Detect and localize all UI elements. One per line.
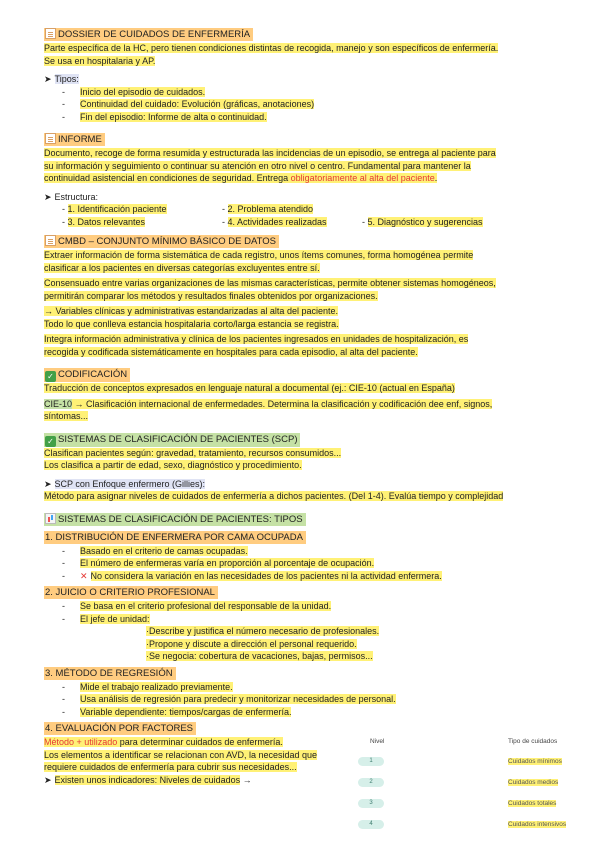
list-item: - El número de enfermeras varía en proporción al porcentaje de ocupación. <box>44 557 600 570</box>
list-item: - Fin del episodio: Informe de alta o continuidad. <box>44 111 600 124</box>
paragraph: permitirán comparar los métodos y resultados finales obtenidos por organizaciones. <box>44 290 378 301</box>
table-header: Nivel Tipo de cuidados <box>370 738 558 745</box>
paragraph: Consensuado entre varias organizaciones de las mismas características, permite obtener sistemas homogéneos, <box>44 278 496 288</box>
arrow-icon: ➤ <box>44 74 52 84</box>
subheading: 2. JUICIO O CRITERIO PROFESIONAL <box>44 586 218 599</box>
paragraph: Traducción de conceptos expresados en lenguaje natural a documental (ej.: CIE-10 (actual en España) <box>44 383 455 393</box>
table-row: 1 Cuidados mínimos <box>346 751 586 772</box>
list-item: - Basado en el criterio de camas ocupadas. <box>44 545 600 558</box>
document-icon <box>45 133 56 144</box>
paragraph: recogida y codificada sistemáticamente en hospitales para cada episodio, al alta del paciente. <box>44 346 418 357</box>
arrow-icon: ➤ <box>44 774 52 785</box>
paragraph: Método para asignar niveles de cuidados de enfermería a dichos pacientes. (Del 1-4). Evalúa tiempo y complejidad <box>44 491 504 501</box>
estructura-row: - 3. Datos relevantes - 4. Actividades realizadas - 5. Diagnóstico y sugerencias <box>62 216 483 227</box>
subheading: 1. DISTRIBUCIÓN DE ENFERMERA POR CAMA OCUPADA <box>44 531 306 544</box>
table-row: 4 Cuidados intensivos <box>346 814 586 835</box>
estructura-row: - 1. Identificación paciente - 2. Problema atendido <box>62 204 314 214</box>
list-item: - Se basa en el criterio profesional del responsable de la unidad. <box>44 600 600 613</box>
table-row: 2 Cuidados medios <box>346 772 586 793</box>
estructura-label: ➤ Estructura: <box>44 191 99 202</box>
list-item: - Mide el trabajo realizado previamente. <box>44 681 600 694</box>
section-codificacion-title: ✓ CODIFICACIÓN <box>44 368 130 382</box>
list-item: - ✕ No considera la variación en las necesidades de los pacientes ni la actividad enfermera. <box>44 570 600 583</box>
paragraph: Los clasifica a partir de edad, sexo, diagnóstico y procedimiento. <box>44 460 302 470</box>
paragraph: Se usa en hospitalaria y AP. <box>44 55 156 66</box>
table-row: 3 Cuidados totales <box>346 793 586 814</box>
list <box>44 681 600 719</box>
check-icon: ✓ <box>45 371 56 382</box>
paragraph: Integra información administrativa y clínica de los pacientes ingresados en unidades de hospitalización, es <box>44 334 469 344</box>
list-item: - Usa análisis de regresión para predecir y monitorizar necesidades de personal. <box>44 693 600 706</box>
subheading: 4. EVALUACIÓN POR FACTORES <box>44 722 196 735</box>
section-informe-title: INFORME <box>44 133 105 146</box>
list-item: - Variable dependiente: tiempos/cargas de enfermería. <box>44 706 600 719</box>
list-item: - Continuidad del cuidado: Evolución (gráficas, anotaciones) <box>44 98 600 111</box>
sub-item: ·Propone y discute a dirección el personal requerido. <box>146 638 357 649</box>
document-icon <box>45 28 56 39</box>
list-item: - Inicio del episodio de cuidados. <box>44 86 600 99</box>
paragraph: ➤ Existen unos indicadores: Niveles de cuidados → <box>44 774 252 785</box>
section-scp-tipos-title: SISTEMAS DE CLASIFICACIÓN DE PACIENTES: TIPOS <box>44 513 306 526</box>
cross-icon: ✕ <box>80 570 88 581</box>
check-icon: ✓ <box>45 436 56 447</box>
bar-chart-icon <box>45 513 56 524</box>
document-icon <box>45 235 56 246</box>
subheading: 3. MÉTODO DE REGRESIÓN <box>44 667 176 680</box>
paragraph: CIE-10 → Clasificación internacional de enfermedades. Determina la clasificación y codificación dee enf, signos, <box>44 398 493 409</box>
sub-item: ·Describe y justifica el número necesario de profesionales. <box>146 626 380 636</box>
list <box>44 600 600 625</box>
paragraph: Método + utilizado para determinar cuidados de enfermería. <box>44 737 283 747</box>
tipos-label: ➤ Tipos: <box>44 74 79 84</box>
list <box>44 545 600 583</box>
section-scp-title: ✓ SISTEMAS DE CLASIFICACIÓN DE PACIENTES (SCP) <box>44 433 300 447</box>
list-item: - El jefe de unidad: <box>44 613 600 626</box>
sub-item: ·Se negocia: cobertura de vacaciones, bajas, permisos... <box>146 651 373 661</box>
paragraph: ➤ SCP con Enfoque enfermero (Gillies): <box>44 478 205 489</box>
paragraph: → Variables clínicas y administrativas estandarizadas al alta del paciente. <box>44 306 338 316</box>
paragraph: clasificar a los pacientes en diversas categorías excluyentes entre sí. <box>44 262 320 273</box>
paragraph: requiere cuidados de enfermería para cubrir sus necesidades... <box>44 762 297 772</box>
nivel-table <box>346 738 586 835</box>
paragraph: Todo lo que conlleva estancia hospitalaria corto/larga estancia se registra. <box>44 318 339 329</box>
paragraph: síntomas... <box>44 411 89 421</box>
arrow-icon: ➤ <box>44 191 52 202</box>
paragraph: Extraer información de forma sistemática de cada registro, unos ítems comunes, forma homogénea permite <box>44 250 474 260</box>
paragraph: Documento, recoge de forma resumida y estructurada las incidencias de un episodio, se entrega al paciente para <box>44 148 496 158</box>
paragraph: su información y seguimiento o continuar su atención en otro nivel o centro. Fundamental para mantener la <box>44 160 471 171</box>
arrow-icon: ➤ <box>44 478 52 489</box>
section-dossier-title: DOSSIER DE CUIDADOS DE ENFERMERÍA <box>44 28 253 41</box>
tipos-list <box>44 86 600 124</box>
paragraph: Clasifican pacientes según: gravedad, tratamiento, recursos consumidos... <box>44 447 342 458</box>
paragraph: Parte específica de la HC, pero tienen condiciones distintas de recogida, manejo y son específicos de enfermería. <box>44 43 499 53</box>
paragraph: Los elementos a identificar se relacionan con AVD, la necesidad que <box>44 749 318 760</box>
section-cmbd-title: CMBD – CONJUNTO MÍNIMO BÁSICO DE DATOS <box>44 235 279 248</box>
paragraph: continuidad asistencial en condiciones de seguridad. Entrega obligatoriamente al alta del paciente. <box>44 173 438 183</box>
